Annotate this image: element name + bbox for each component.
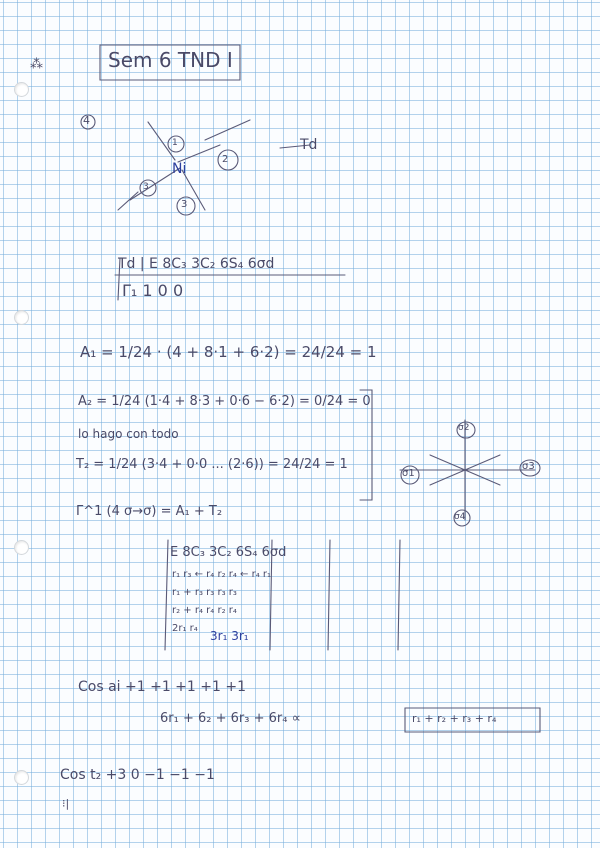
problem-number: 4 (83, 114, 90, 127)
formula-t2: T₂ = 1/24 (3·4 + 0·0 ... (2·6)) = 24/24 = 1 (76, 457, 348, 472)
formula-gamma: Γ^1 (4 σ→σ) = A₁ + T₂ (76, 504, 223, 519)
binder-hole (14, 540, 29, 555)
page-title: Sem 6 TND I (108, 48, 233, 72)
result-expression: r₁ + r₂ + r₃ + r₄ (412, 712, 497, 725)
ligand-label: 2 (222, 154, 229, 165)
binder-hole (14, 82, 29, 97)
binder-hole (14, 310, 29, 325)
formula-a2: A₂ = 1/24 (1·4 + 8·3 + 0·6 − 6·2) = 0/24 = 0 (78, 394, 371, 409)
center-atom-label: Ni (172, 161, 187, 177)
cos-row: Cos ai +1 +1 +1 +1 +1 (78, 679, 246, 695)
basis-row: 2r₁ r₄ (172, 623, 198, 634)
sigma-label: σ1 (402, 468, 415, 479)
basis-row: r₂ + r₄ r₄ r₂ r₄ (172, 605, 237, 616)
basis-header: E 8C₃ 3C₂ 6S₄ 6σd (170, 545, 287, 560)
sigma-label: σ4 (454, 512, 466, 522)
basis-row: r₁ r₃ ← r₄ r₂ r₄ ← r₄ r₁ (172, 569, 272, 580)
point-group-label: Td (300, 137, 318, 153)
formula-a1: A₁ = 1/24 · (4 + 8·1 + 6·2) = 24/24 = 1 (80, 343, 377, 361)
sigma-label: σ2 (458, 423, 470, 433)
character-table-header: Td | E 8C₃ 3C₂ 6S₄ 6σd (118, 256, 275, 272)
basis-row: r₁ + r₃ r₃ r₃ r₃ (172, 587, 237, 598)
character-table-row: Γ₁ 1 0 0 (122, 281, 184, 300)
binder-hole (14, 770, 29, 785)
ligand-label: 3 (143, 182, 149, 192)
stray-mark: ⁝| (62, 797, 70, 810)
corner-mark: ⁂ (30, 57, 43, 72)
note-text: lo hago con todo (78, 427, 179, 441)
basis-summary: 3r₁ 3r₁ (210, 629, 249, 643)
ligand-label: 3 (181, 199, 188, 210)
linear-combination: 6r₁ + 6₂ + 6r₃ + 6r₄ ∝ (160, 711, 301, 726)
ligand-label: 1 (172, 138, 178, 148)
cos-row: Cos t₂ +3 0 −1 −1 −1 (60, 767, 215, 783)
sigma-label: σ3 (522, 461, 535, 472)
